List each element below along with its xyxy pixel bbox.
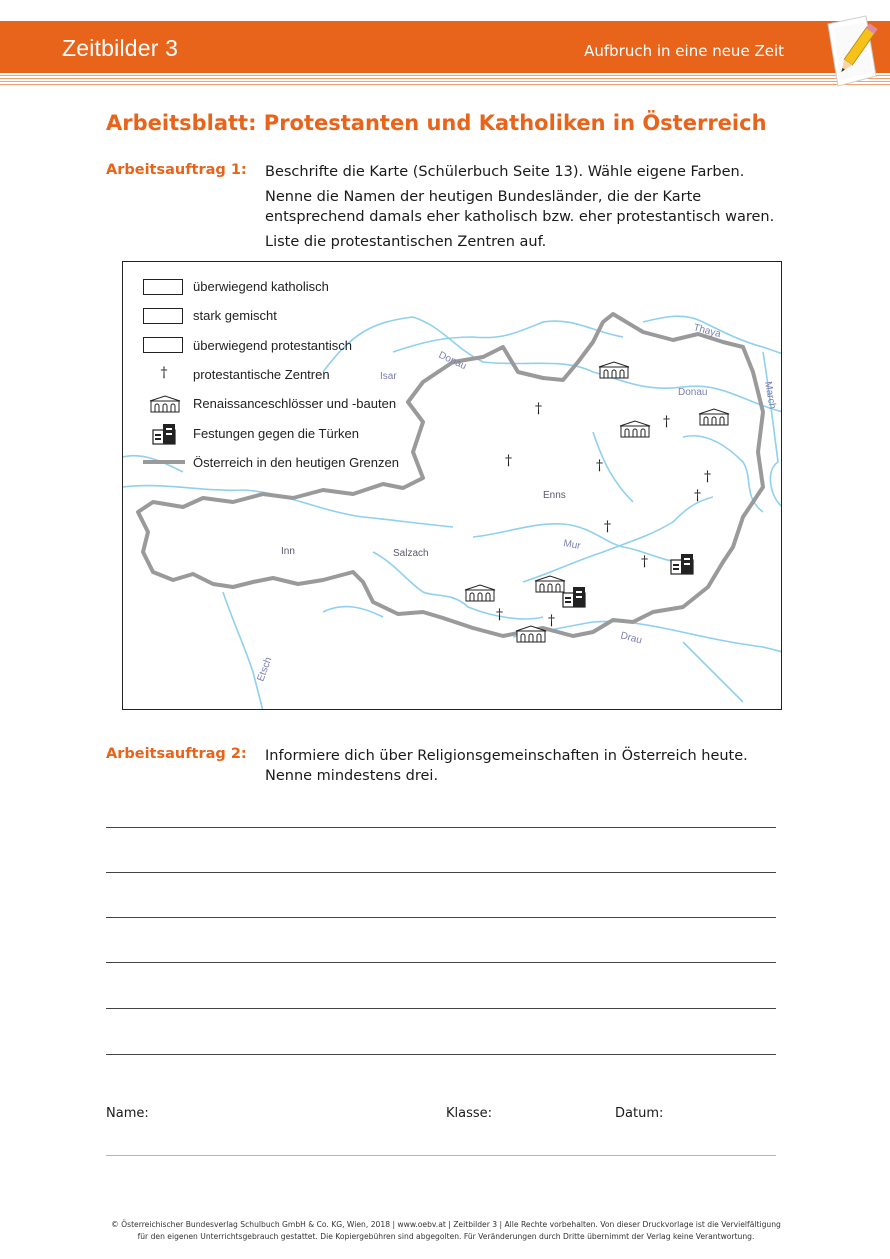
klasse-label: Klasse:: [446, 1106, 493, 1121]
river-label-etsch: Etsch: [255, 655, 275, 684]
castle-icon: [699, 409, 729, 425]
legend-box-gemischt[interactable]: [143, 308, 183, 324]
legend-item: [143, 448, 399, 477]
castle-icon: [143, 394, 185, 414]
footer-line: © Österreichischer Bundesverlag Schulbuch GmbH & Co. KG, Wien, 2018 | www.oebv.at | Zeitbilder 3 | Alle Rechte vorbehalten. Von dieser Druckvorlage ist die Vervielfältigung: [111, 1220, 781, 1229]
river-label-drau: Drau: [619, 630, 644, 647]
protestant-centres: [496, 401, 711, 629]
river-minor: [683, 642, 743, 702]
name-field-line[interactable]: [106, 1155, 776, 1156]
cross-icon: †: [160, 364, 168, 381]
castle-icon: [620, 421, 650, 437]
worksheet-title: Arbeitsblatt: Protestanten und Katholiken in Österreich: [106, 111, 767, 135]
cross-icon: †: [505, 453, 512, 469]
header-stripe: [0, 75, 890, 85]
answer-line[interactable]: [106, 827, 776, 828]
river-label-enns: Enns: [543, 490, 566, 501]
task2-text: [265, 746, 805, 786]
river-salzach: [373, 552, 543, 619]
legend-item: [143, 389, 399, 418]
name-label: Name:: [106, 1106, 149, 1121]
map-legend: [143, 272, 399, 477]
river-etsch: [223, 592, 263, 710]
river-march: [763, 352, 782, 507]
legend-label: Renaissanceschlösser und -bauten: [193, 396, 397, 412]
answer-line[interactable]: [106, 962, 776, 963]
fortress-icon: [671, 554, 693, 574]
footer-line: für den eigenen Unterrichtsgebrauch gestattet. Die Kopiergebühren sind abgegolten. Für Veränderungen durch Dritte übernimmt der Verlag keine Verantwortung.: [137, 1232, 755, 1241]
cross-icon: †: [663, 414, 670, 430]
answer-line[interactable]: [106, 1008, 776, 1009]
river-label-salzach: Salzach: [393, 548, 429, 559]
task2-line: Informiere dich über Religionsgemeinschaften in Österreich heute.: [265, 748, 748, 764]
legend-label: Österreich in den heutigen Grenzen: [193, 454, 399, 470]
pencil-icon: [820, 14, 880, 92]
cross-icon: †: [694, 488, 701, 504]
river-label-mur: Mur: [562, 538, 582, 552]
task2-label: Arbeitsauftrag 2:: [106, 746, 247, 762]
task1-text: [265, 162, 805, 257]
legend-item: [143, 331, 399, 360]
legend-item: [143, 418, 399, 447]
legend-item: [143, 272, 399, 301]
legend-label: überwiegend katholisch: [193, 279, 329, 295]
copyright-footer: [106, 1219, 786, 1243]
castle-icon: [465, 585, 495, 601]
answer-line[interactable]: [106, 872, 776, 873]
legend-label: stark gemischt: [193, 308, 277, 324]
river-minor: [323, 607, 383, 617]
legend-item: [143, 301, 399, 330]
austria-map: [122, 261, 782, 710]
fortress-icon: [143, 423, 185, 443]
task1-line: Beschrifte die Karte (Schülerbuch Seite 13). Wähle eigene Farben.: [265, 164, 745, 180]
river-label-thaya: Thaya: [692, 322, 722, 341]
castle-icon: [535, 576, 565, 592]
cross-icon: †: [641, 554, 648, 570]
task1-line: Nenne die Namen der heutigen Bundesländer, die der Karte entsprechend damals eher katholisch bzw. eher protestantisch waren.: [265, 189, 775, 225]
cross-icon: †: [704, 469, 711, 485]
river-label-march: March: [762, 380, 778, 410]
answer-line[interactable]: [106, 1054, 776, 1055]
legend-box-katholisch[interactable]: [143, 279, 183, 295]
cross-icon: †: [604, 519, 611, 535]
legend-label: überwiegend protestantisch: [193, 337, 352, 353]
task1-line: Liste die protestantischen Zentren auf.: [265, 234, 547, 250]
river-label-inn: Inn: [281, 546, 295, 557]
brand-title: Zeitbilder 3: [62, 35, 179, 61]
river-label-isar: Isar: [380, 371, 397, 382]
cross-icon: †: [548, 613, 555, 629]
header-subtitle: Aufbruch in eine neue Zeit: [584, 42, 784, 60]
castle-icon: [599, 362, 629, 378]
answer-line[interactable]: [106, 917, 776, 918]
datum-label: Datum:: [615, 1106, 664, 1121]
legend-box-protestantisch[interactable]: [143, 337, 183, 353]
legend-item: [143, 360, 399, 389]
legend-label: protestantische Zentren: [193, 367, 330, 383]
cross-icon: †: [535, 401, 542, 417]
task1-label: Arbeitsauftrag 1:: [106, 162, 247, 178]
river-label-donau: Donau: [436, 349, 469, 373]
border-line-icon: [143, 452, 185, 472]
task2-line: Nenne mindestens drei.: [265, 768, 439, 784]
river-label-donau: Donau: [678, 387, 708, 398]
fortress-icon: [563, 587, 585, 607]
cross-icon: †: [496, 607, 503, 623]
cross-icon: †: [596, 458, 603, 474]
legend-label: Festungen gegen die Türken: [193, 425, 359, 441]
